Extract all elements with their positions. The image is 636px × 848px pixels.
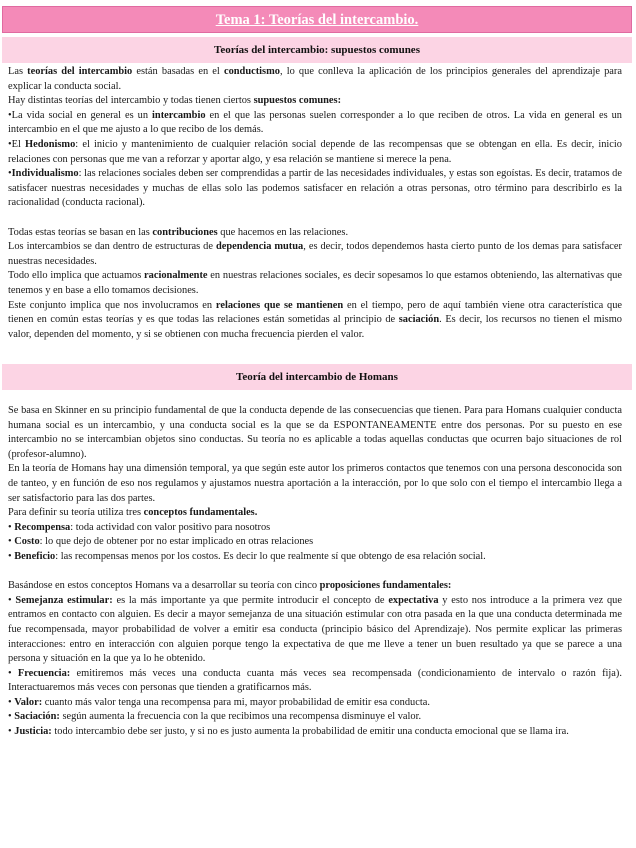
text-run: Este conjunto implica que nos involucramos en: [8, 299, 216, 311]
text-run: en el que las personas suelen corresponder a lo que reciben de otros. La vida en general es un intercambio en el que me ajusto a lo que recibo de los demás.: [8, 109, 622, 136]
text-run: •La vida social en general es un: [8, 109, 153, 121]
text-run: Para definir su teoría utiliza tres: [8, 507, 144, 519]
bold-term: Saciación:: [14, 711, 60, 723]
paragraph: [8, 462, 622, 506]
text-run: •: [8, 594, 16, 606]
text-run: : lo que dejo de obtener por no estar implicado en otras relaciones: [39, 536, 314, 548]
text-run: •: [8, 696, 15, 708]
bold-term: Recompensa: [14, 521, 71, 533]
bold-term: Individualismo: [11, 168, 79, 180]
bold-term: Hedonismo: [25, 138, 76, 150]
section-heading-text: Teoría del intercambio de Homans: [236, 371, 398, 383]
bold-term: conductismo: [223, 66, 280, 77]
text-run: emitiremos más veces una conducta cuanta más veces sea recompensada (condicionamiento de intervalo o razón fija). Interactuaremos más veces con personas que tienden a gratificarnos más.: [8, 667, 622, 694]
paragraph: [8, 226, 622, 241]
bold-term: Semejanza estimular:: [15, 594, 113, 606]
section-body-supuestos: [8, 65, 622, 342]
paragraph: [8, 535, 622, 550]
text-run: . Es decir, los recursos no tienen el mismo valor, dependen del momento, y si se obtienen con mucha frecuencia pierden el valor.: [8, 314, 622, 340]
bold-term: Valor:: [14, 696, 43, 708]
text-run: Basándose en estos conceptos Homans va a desarrollar su teoría con cinco: [8, 580, 320, 592]
bold-term: supuestos comunes:: [253, 95, 342, 107]
text-run: •: [8, 536, 15, 548]
text-run: que hacemos en las relaciones.: [217, 226, 349, 238]
text-run: •: [8, 667, 18, 679]
paragraph: [8, 299, 622, 343]
paragraph: [8, 725, 622, 740]
text-run: •: [8, 711, 15, 723]
text-run: y esto nos introduce a la primera vez que entramos en contacto con alguien. Es decir a mayor semejanza de una situación estimular con otra pasada en la que una conducta determinada me fue recompensada, mayor probabilidad de volver a emitir esa conducta (principio básico del Aprendizaje). Nos permite explicar las primeras interacciones: entro en interacción con alguien porque tengo la expectativa de que me lleve a tener un buen resultado ya que se parece a una persona y situación en la que ya lo he obtenido.: [8, 594, 622, 665]
paragraph: [8, 696, 622, 711]
text-run: : las relaciones sociales deben ser comprendidas a partir de las necesidades individuales, y estas son egoístas. Es decir, tratamos de satisfacer nuestras necesidades y muchas de ellas solo las podemos satisfacer en relación a otras personas, otro término para describirlo es la racionalidad (conducta racional).: [8, 168, 622, 209]
paragraph: [8, 240, 622, 269]
paragraph: [8, 109, 622, 138]
paragraph: [8, 506, 622, 521]
text-run: Los intercambios se dan dentro de estructuras de: [8, 241, 216, 253]
bold-term: Frecuencia:: [17, 667, 71, 679]
bold-term: intercambio: [152, 109, 206, 121]
bold-term: Justicia:: [14, 726, 52, 738]
paragraph: [8, 138, 622, 167]
text-run: según aumenta la frecuencia con la que recibimos una recompensa disminuye el valor.: [59, 711, 422, 723]
paragraph: [8, 65, 622, 94]
bold-term: dependencia mutua: [215, 241, 304, 253]
bold-term: teorías del intercambio: [27, 66, 133, 77]
paragraph: [8, 269, 622, 298]
paragraph-spacer: [8, 211, 622, 226]
bold-term: Beneficio: [14, 550, 56, 562]
paragraph: [8, 404, 622, 462]
text-run: Todo ello implica que actuamos: [8, 270, 145, 282]
paragraph: [8, 710, 622, 725]
section-body-homans: [8, 404, 622, 740]
bold-term: Costo: [14, 536, 40, 548]
bold-term: expectativa: [388, 594, 439, 606]
bold-term: proposiciones fundamentales:: [319, 580, 452, 592]
text-run: •: [8, 726, 15, 738]
text-run: Hay distintas teorías del intercambio y todas tienen ciertos: [8, 95, 254, 107]
text-run: , es decir, todos dependemos hasta cierto punto de los demas para satisfacer nuestras necesidades.: [8, 241, 622, 267]
document-title: Tema 1: Teorías del intercambio.: [215, 12, 419, 28]
bold-term: racionalmente: [144, 270, 208, 282]
text-run: •El: [8, 138, 26, 150]
paragraph: [8, 521, 622, 536]
paragraph: [8, 167, 622, 211]
paragraph: [8, 94, 622, 109]
paragraph: [8, 550, 622, 565]
text-run: : el inicio y mantenimiento de cualquier relación social depende de las recompensas que se obtengan en ella. Es decir, inicio relaciones con personas que me van a reforzar y aportar algo, y esa relación se mantiene si merece la pena.: [8, 138, 622, 165]
text-run: •: [8, 550, 15, 562]
title-banner: [2, 6, 632, 33]
text-run: todo intercambio debe ser justo, y si no es justo aumenta la probabilidad de emitir una conducta emocional que se llama ira.: [51, 726, 569, 738]
section-heading-text: Teorías del intercambio: supuestos comunes: [214, 44, 420, 56]
bold-term: conceptos fundamentales.: [143, 507, 258, 519]
text-run: en el tiempo, pero de aquí también viene otra característica que tienen en común estas teorías y es que todas las relaciones están sometidas al principio de: [8, 299, 623, 326]
text-run: Se basa en Skinner en su principio fundamental de que la conducta depende de las consecuencias que tienen. Para para Homans cualquier conducta humana social es un intercambio, y una conducta social es la que se da ESPONTANEAMENTE entre dos personas. Por su puesto en ese intercambio no se intercambian objetos sino conductas. Su teoría no es aplicable a todas aquellas conductas que ocurren bajo situaciones de rol (profesor-alumno).: [8, 405, 622, 460]
paragraph: [8, 594, 622, 667]
text-run: en nuestras relaciones sociales, es decir sopesamos lo que estamos obteniendo, las alternativas que tenemos y en base a ello tomamos decisiones.: [8, 270, 622, 296]
text-run: están basadas en el: [132, 66, 224, 77]
bold-term: relaciones que se mantienen: [215, 299, 344, 311]
text-run: , lo que conlleva la aplicación de los principios generales del aprendizaje para explicar la conducta social.: [8, 66, 622, 92]
text-run: Todas estas teorías se basan en las: [8, 226, 153, 238]
text-run: •: [8, 521, 15, 533]
text-run: Las: [8, 66, 28, 77]
text-run: •: [8, 168, 12, 180]
paragraph-spacer: [8, 565, 622, 580]
section-heading-supuestos: [2, 37, 632, 63]
text-run: : toda actividad con valor positivo para nosotros: [70, 521, 271, 533]
text-run: En la teoría de Homans hay una dimensión temporal, ya que según este autor los primeros contactos que tenemos con una persona desconocida son de tanteo, y en función de eso nos regulamos y ajustamos nuestra aportación a la interacción, por lo que solo con el tiempo el intercambio llega a ser satisfactorio para las dos partes.: [8, 463, 622, 504]
bold-term: contribuciones: [152, 226, 218, 238]
paragraph: [8, 667, 622, 696]
text-run: : las recompensas menos por los costos. Es decir lo que realmente sí que obtengo de esa relación social.: [55, 550, 486, 562]
paragraph: [8, 579, 622, 594]
text-run: cuanto más valor tenga una recompensa para mi, mayor probabilidad de emitir esa conducta.: [42, 696, 430, 708]
bold-term: saciación: [398, 314, 440, 326]
text-run: es la más importante ya que permite introducir el concepto de: [112, 594, 389, 606]
section-heading-homans: [2, 364, 632, 390]
